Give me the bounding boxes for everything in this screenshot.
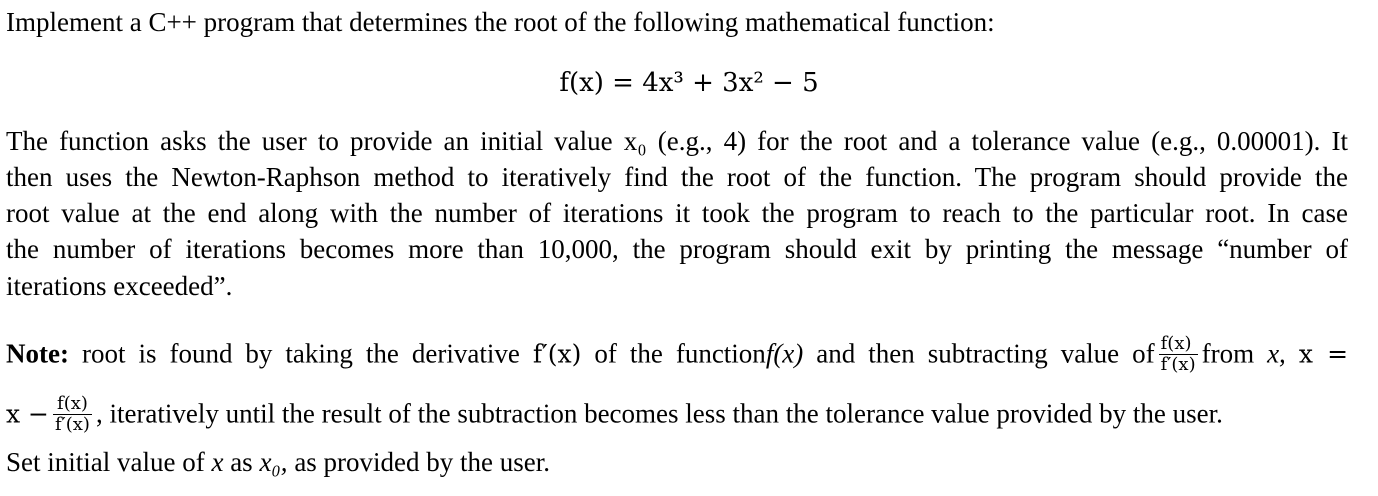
equation-text: f(x) = 4x³ + 3x² − 5 [559,68,819,98]
note-comma: , [95,398,103,429]
paragraph-line-3 [6,197,1348,229]
note-part-5: iteratively until the result of the subtraction becomes less than the tolerance value provided by the user. [109,398,1223,429]
note-line-3-x0: x₀, [259,447,288,477]
note-x-minus: x − [6,399,49,429]
note-part-4: from [1201,338,1255,369]
note-line-3 [6,446,550,478]
note-line-3-end: as provided by the user. [294,447,551,477]
note-var-x: x, [1267,338,1286,369]
paragraph-line-4 [6,233,1348,265]
intro-text [6,6,995,38]
paragraph-line-1-text: The function asks the user to provide an initial value x₀ (e.g., 4) for the root and a tolerance value (e.g., 0.00001). It [6,126,1348,156]
note-part-2: of the function [594,338,766,369]
note-line-2 [6,393,1223,437]
note-line-3-as: as [230,447,253,477]
note-fraction-2 [53,394,92,435]
fraction-1-numerator: f(x) [1159,334,1198,355]
note-fraction-1 [1159,334,1198,375]
note-line-1 [6,333,1349,377]
fraction-2-denominator: f′(x) [55,414,90,435]
paragraph-line-2 [6,161,1348,193]
paragraph-line-3-text: root value at the end along with the number of iterations it took the program to reach to the particular root. In case [6,198,1348,228]
note-line-3-start: Set initial value of [6,447,205,477]
note-label: Note: [6,338,69,369]
note-x-equals: x = [1298,339,1349,369]
intro-sentence: Implement a C++ program that determines the root of the following mathematical function: [6,7,995,37]
function-equation [0,66,1378,100]
paragraph-line-2-text: then uses the Newton-Raphson method to iteratively find the root of the function. The program should provide the [6,162,1348,192]
note-part-3: and then subtracting value of [816,338,1155,369]
note-func: f(x) [765,338,804,369]
note-part-1: root is found by taking the derivative [81,338,520,369]
fraction-2-numerator: f(x) [53,394,92,415]
paragraph-line-4-text: the number of iterations becomes more than 10,000, the program should exit by printing the message “number of [6,234,1348,264]
note-derivative: f′(x) [532,339,582,369]
paragraph-line-1 [6,125,1348,157]
paragraph-line-5-text: iterations exceeded”. [6,271,233,301]
note-line-3-x: x [211,447,224,477]
fraction-1-denominator: f′(x) [1160,354,1196,375]
paragraph-line-5 [6,270,232,302]
